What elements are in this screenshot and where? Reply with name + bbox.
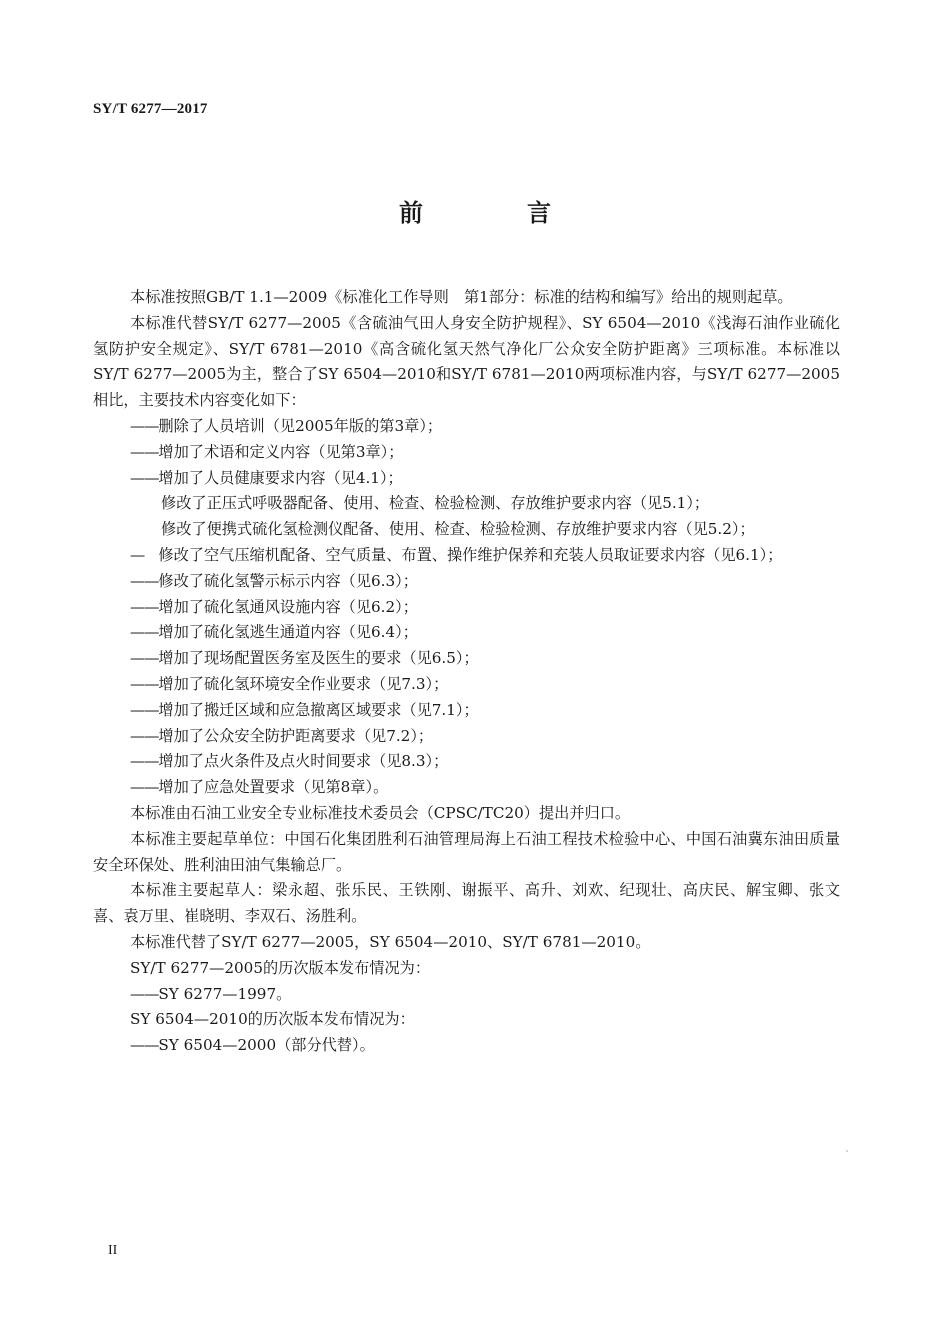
history-heading-6504: SY 6504—2010的历次版本发布情况为： <box>130 1010 415 1029</box>
standard-code: SY/T 6277—2017 <box>93 101 208 117</box>
list-dash: —— <box>130 674 159 693</box>
list-dash: — <box>130 545 159 564</box>
history-item <box>93 982 840 1008</box>
replacement-paragraph: 本标准代替SY/T 6277—2005《含硫油气田人身安全防护规程》、SY 6504—2010《浅海石油作业硫化氢防护安全规定》、SY/T 6781—2010《高含硫化氢天然气净化厂公众安全防护距离》三项标准。本标准以SY/T 6277—2005为主，整合了SY 6504—2010和SY/T 6781—2010两项标准内容，与SY/T 6277—2005相比，主要技术内容变化如下： <box>93 313 840 410</box>
list-dash: —— <box>130 468 159 487</box>
list-item-text: 增加了搬迁区域和应急撤离区域要求（见7.1）； <box>158 700 479 719</box>
list-item-text: 增加了点火条件及点火时间要求（见8.3）； <box>158 752 449 771</box>
list-dash: —— <box>130 623 159 642</box>
superseded-paragraph: 本标准代替了SY/T 6277—2005，SY 6504—2010、SY/T 6781—2010。 <box>130 932 651 951</box>
list-item <box>93 698 840 724</box>
list-item-text: 增加了硫化氢逃生通道内容（见6.4）； <box>158 623 418 642</box>
scan-artifact <box>846 1150 848 1152</box>
list-item-text: 增加了术语和定义内容（见第3章）； <box>158 442 404 461</box>
list-item <box>93 646 840 672</box>
list-item-text: 修改了空气压缩机配备、空气质量、布置、操作维护保养和充装人员取证要求内容（见6.1）； <box>158 545 783 564</box>
drafters-paragraph: 本标准主要起草人：梁永超、张乐民、王铁刚、谢振平、高升、刘欢、纪现壮、高庆民、解宝卿、张文喜、袁万里、崔晓明、李双石、汤胜利。 <box>93 881 840 926</box>
drafting-rules-paragraph: 本标准按照GB/T 1.1—2009《标准化工作导则 第1部分：标准的结构和编写》给出的规则起草。 <box>130 288 793 306</box>
list-item-text: 增加了公众安全防护距离要求（见7.2）； <box>158 726 434 745</box>
proposer-paragraph: 本标准由石油工业安全专业标准技术委员会（CPSC/TC20）提出并归口。 <box>130 803 631 822</box>
list-item <box>93 672 840 698</box>
list-item <box>93 620 840 646</box>
list-dash: —— <box>130 752 159 771</box>
list-item <box>93 775 840 801</box>
list-item <box>93 724 840 750</box>
list-item <box>93 440 840 466</box>
list-dash: —— <box>130 571 159 590</box>
list-item-text: 修改了正压式呼吸器配备、使用、检查、检验检测、存放维护要求内容（见5.1）； <box>161 494 710 513</box>
foreword-body <box>93 285 840 1059</box>
history-item <box>93 1033 840 1059</box>
page-number: II <box>108 1243 118 1258</box>
list-dash: —— <box>130 778 159 797</box>
list-item <box>93 517 840 543</box>
history-item-text: SY 6504—2000（部分代替）。 <box>158 1036 375 1055</box>
list-item-text: 增加了现场配置医务室及医生的要求（见6.5）； <box>158 649 479 668</box>
list-item-text: 增加了应急处置要求（见第8章）。 <box>158 778 389 797</box>
list-dash: —— <box>130 700 159 719</box>
list-dash: —— <box>130 726 159 745</box>
list-item-text: 删除了人员培训（见2005年版的第3章）； <box>158 416 443 435</box>
list-dash: —— <box>130 1036 159 1055</box>
history-item-text: SY 6277—1997。 <box>158 984 292 1003</box>
list-item <box>93 569 840 595</box>
list-item-text: 增加了硫化氢通风设施内容（见6.2）； <box>158 597 418 616</box>
list-item <box>93 414 840 440</box>
list-dash: —— <box>130 649 159 668</box>
list-item <box>93 595 840 621</box>
list-item-text: 修改了硫化氢警示标示内容（见6.3）； <box>158 571 418 590</box>
list-item-text: 增加了硫化氢环境安全作业要求（见7.3）； <box>158 674 449 693</box>
page-title: 前 言 <box>399 199 591 227</box>
list-dash: —— <box>130 984 159 1003</box>
history-heading-6277: SY/T 6277—2005的历次版本发布情况为： <box>130 958 431 977</box>
list-item <box>93 749 840 775</box>
list-dash: —— <box>130 416 159 435</box>
list-item <box>93 543 840 569</box>
list-item-text: 增加了人员健康要求内容（见4.1）； <box>158 468 403 487</box>
list-dash: —— <box>130 597 159 616</box>
list-dash: —— <box>130 442 159 461</box>
drafting-units-paragraph: 本标准主要起草单位：中国石化集团胜利石油管理局海上石油工程技术检验中心、中国石油冀东油田质量安全环保处、胜利油田油气集输总厂。 <box>93 829 840 874</box>
list-item <box>93 466 840 492</box>
list-item <box>93 491 840 517</box>
list-item-text: 修改了便携式硫化氢检测仪配备、使用、检查、检验检测、存放维护要求内容（见5.2）； <box>161 520 755 539</box>
